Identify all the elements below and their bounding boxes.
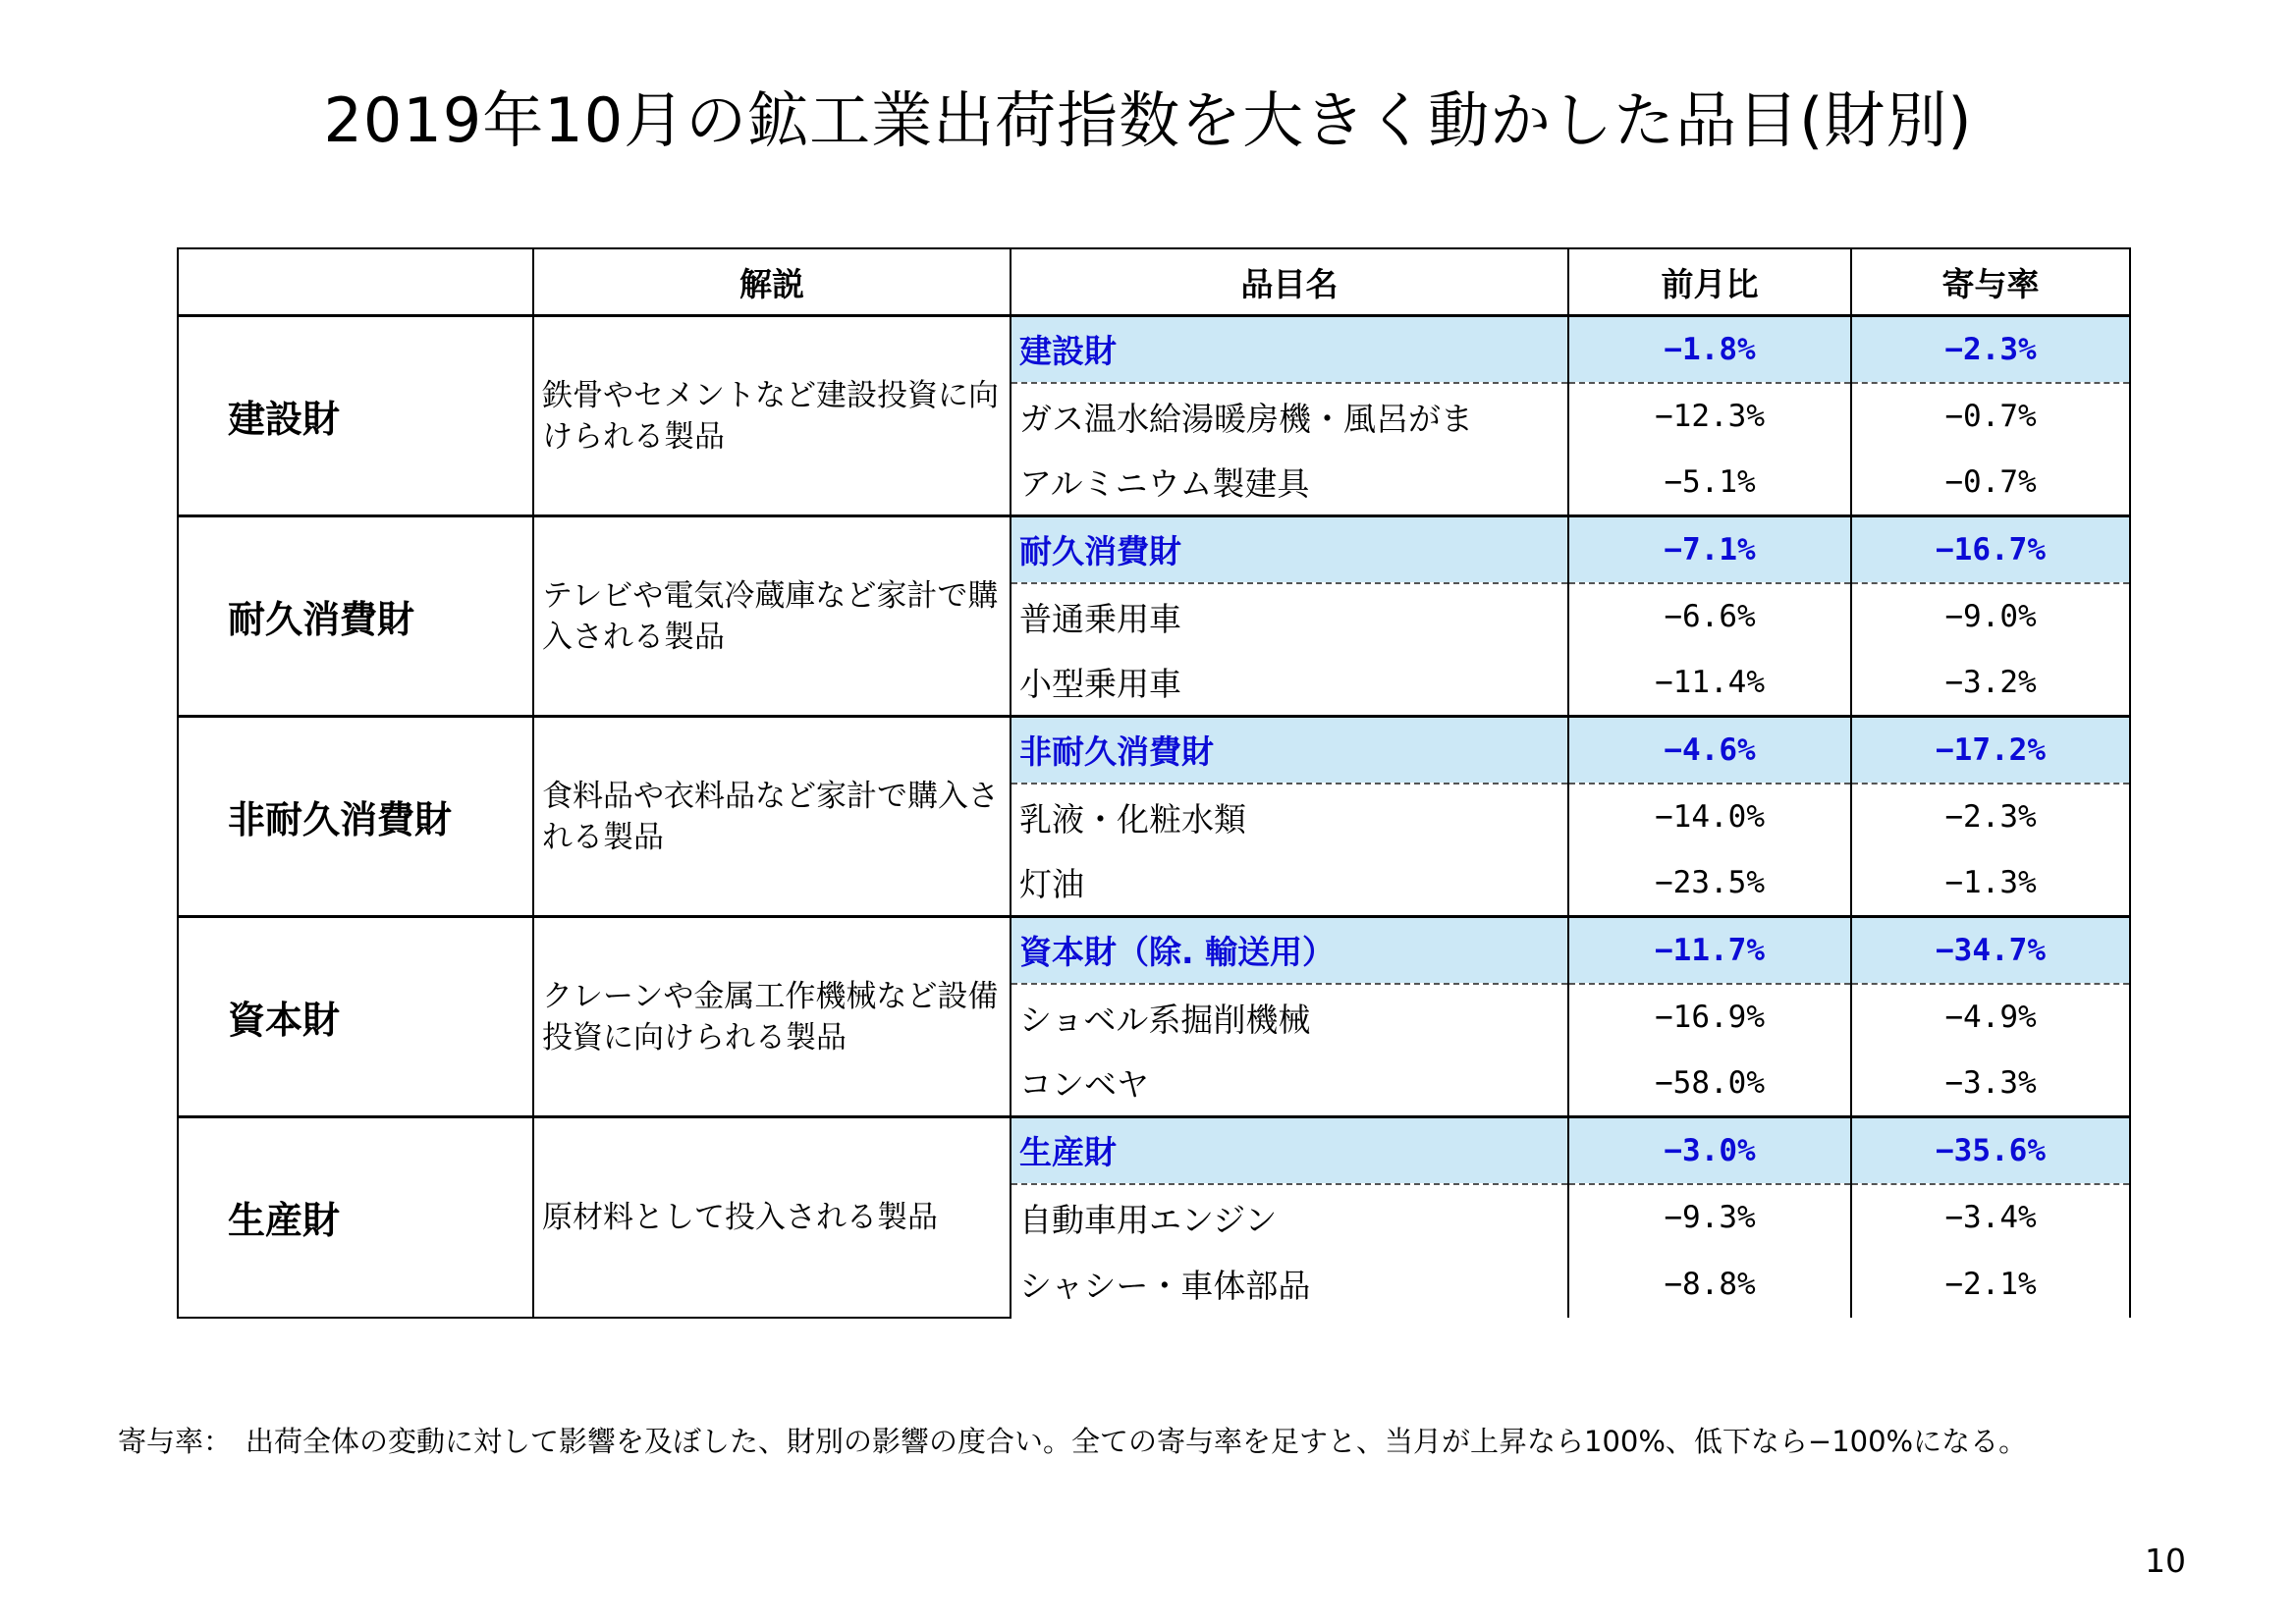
category-description: クレーンや金属工作機械など設備投資に向けられる製品 bbox=[533, 917, 1011, 1117]
item-name: 自動車用エンジン bbox=[1011, 1184, 1568, 1251]
mom-value: −1.8% bbox=[1568, 316, 1851, 383]
item-name: アルミニウム製建具 bbox=[1011, 450, 1568, 516]
page-title: 2019年10月の鉱工業出荷指数を大きく動かした品目(財別) bbox=[323, 84, 1973, 156]
item-name: 生産財 bbox=[1011, 1117, 1568, 1184]
table-row bbox=[178, 1117, 2130, 1184]
header-category bbox=[178, 248, 533, 316]
contribution-value: −4.9% bbox=[1851, 984, 2130, 1051]
header-item: 品目名 bbox=[1011, 248, 1568, 316]
mom-value: −23.5% bbox=[1568, 850, 1851, 917]
header-contribution: 寄与率 bbox=[1851, 248, 2130, 316]
table-row bbox=[178, 316, 2130, 383]
mom-value: −58.0% bbox=[1568, 1051, 1851, 1117]
table-row bbox=[178, 516, 2130, 583]
contribution-value: −17.2% bbox=[1851, 717, 2130, 784]
item-name: 建設財 bbox=[1011, 316, 1568, 383]
category-description: 鉄骨やセメントなど建設投資に向けられる製品 bbox=[533, 316, 1011, 516]
table-row bbox=[178, 917, 2130, 984]
mom-value: −14.0% bbox=[1568, 784, 1851, 850]
mom-value: −12.3% bbox=[1568, 383, 1851, 450]
category-description: 食料品や衣料品など家計で購入される製品 bbox=[533, 717, 1011, 917]
item-name: 普通乗用車 bbox=[1011, 583, 1568, 650]
category-description: テレビや電気冷蔵庫など家計で購入される製品 bbox=[533, 516, 1011, 717]
contribution-value: −3.3% bbox=[1851, 1051, 2130, 1117]
table-header-row bbox=[178, 248, 2130, 316]
item-name: ガス温水給湯暖房機・風呂がま bbox=[1011, 383, 1568, 450]
contribution-value: −3.4% bbox=[1851, 1184, 2130, 1251]
item-name: 乳液・化粧水類 bbox=[1011, 784, 1568, 850]
contribution-value: −0.7% bbox=[1851, 450, 2130, 516]
item-name: 灯油 bbox=[1011, 850, 1568, 917]
goods-table bbox=[177, 247, 2131, 1319]
mom-value: −7.1% bbox=[1568, 516, 1851, 583]
item-name: コンベヤ bbox=[1011, 1051, 1568, 1117]
category-description: 原材料として投入される製品 bbox=[533, 1117, 1011, 1318]
mom-value: −5.1% bbox=[1568, 450, 1851, 516]
mom-value: −4.6% bbox=[1568, 717, 1851, 784]
contribution-value: −2.1% bbox=[1851, 1251, 2130, 1318]
mom-value: −16.9% bbox=[1568, 984, 1851, 1051]
item-name: ショベル系掘削機械 bbox=[1011, 984, 1568, 1051]
mom-value: −11.4% bbox=[1568, 650, 1851, 717]
category-label: 非耐久消費財 bbox=[178, 717, 533, 917]
contribution-value: −35.6% bbox=[1851, 1117, 2130, 1184]
page-number: 10 bbox=[2145, 1542, 2186, 1580]
item-name: 耐久消費財 bbox=[1011, 516, 1568, 583]
contribution-value: −3.2% bbox=[1851, 650, 2130, 717]
header-mom: 前月比 bbox=[1568, 248, 1851, 316]
category-label: 耐久消費財 bbox=[178, 516, 533, 717]
contribution-value: −0.7% bbox=[1851, 383, 2130, 450]
table-row bbox=[178, 717, 2130, 784]
footnote bbox=[118, 1422, 2180, 1461]
contribution-value: −9.0% bbox=[1851, 583, 2130, 650]
mom-value: −6.6% bbox=[1568, 583, 1851, 650]
item-name: 小型乗用車 bbox=[1011, 650, 1568, 717]
contribution-value: −2.3% bbox=[1851, 784, 2130, 850]
footnote-label: 寄与率： bbox=[118, 1425, 233, 1458]
footnote-text: 出荷全体の変動に対して影響を及ぼした、財別の影響の度合い。全ての寄与率を足すと、当月が上昇なら100%、低下なら−100%になる。 bbox=[246, 1425, 2028, 1458]
category-label: 建設財 bbox=[178, 316, 533, 516]
mom-value: −11.7% bbox=[1568, 917, 1851, 984]
mom-value: −8.8% bbox=[1568, 1251, 1851, 1318]
contribution-value: −34.7% bbox=[1851, 917, 2130, 984]
mom-value: −9.3% bbox=[1568, 1184, 1851, 1251]
item-name: 非耐久消費財 bbox=[1011, 717, 1568, 784]
contribution-value: −2.3% bbox=[1851, 316, 2130, 383]
contribution-value: −1.3% bbox=[1851, 850, 2130, 917]
header-description: 解説 bbox=[533, 248, 1011, 316]
category-label: 生産財 bbox=[178, 1117, 533, 1318]
item-name: シャシー・車体部品 bbox=[1011, 1251, 1568, 1318]
mom-value: −3.0% bbox=[1568, 1117, 1851, 1184]
category-label: 資本財 bbox=[178, 917, 533, 1117]
contribution-value: −16.7% bbox=[1851, 516, 2130, 583]
item-name: 資本財（除. 輸送用） bbox=[1011, 917, 1568, 984]
